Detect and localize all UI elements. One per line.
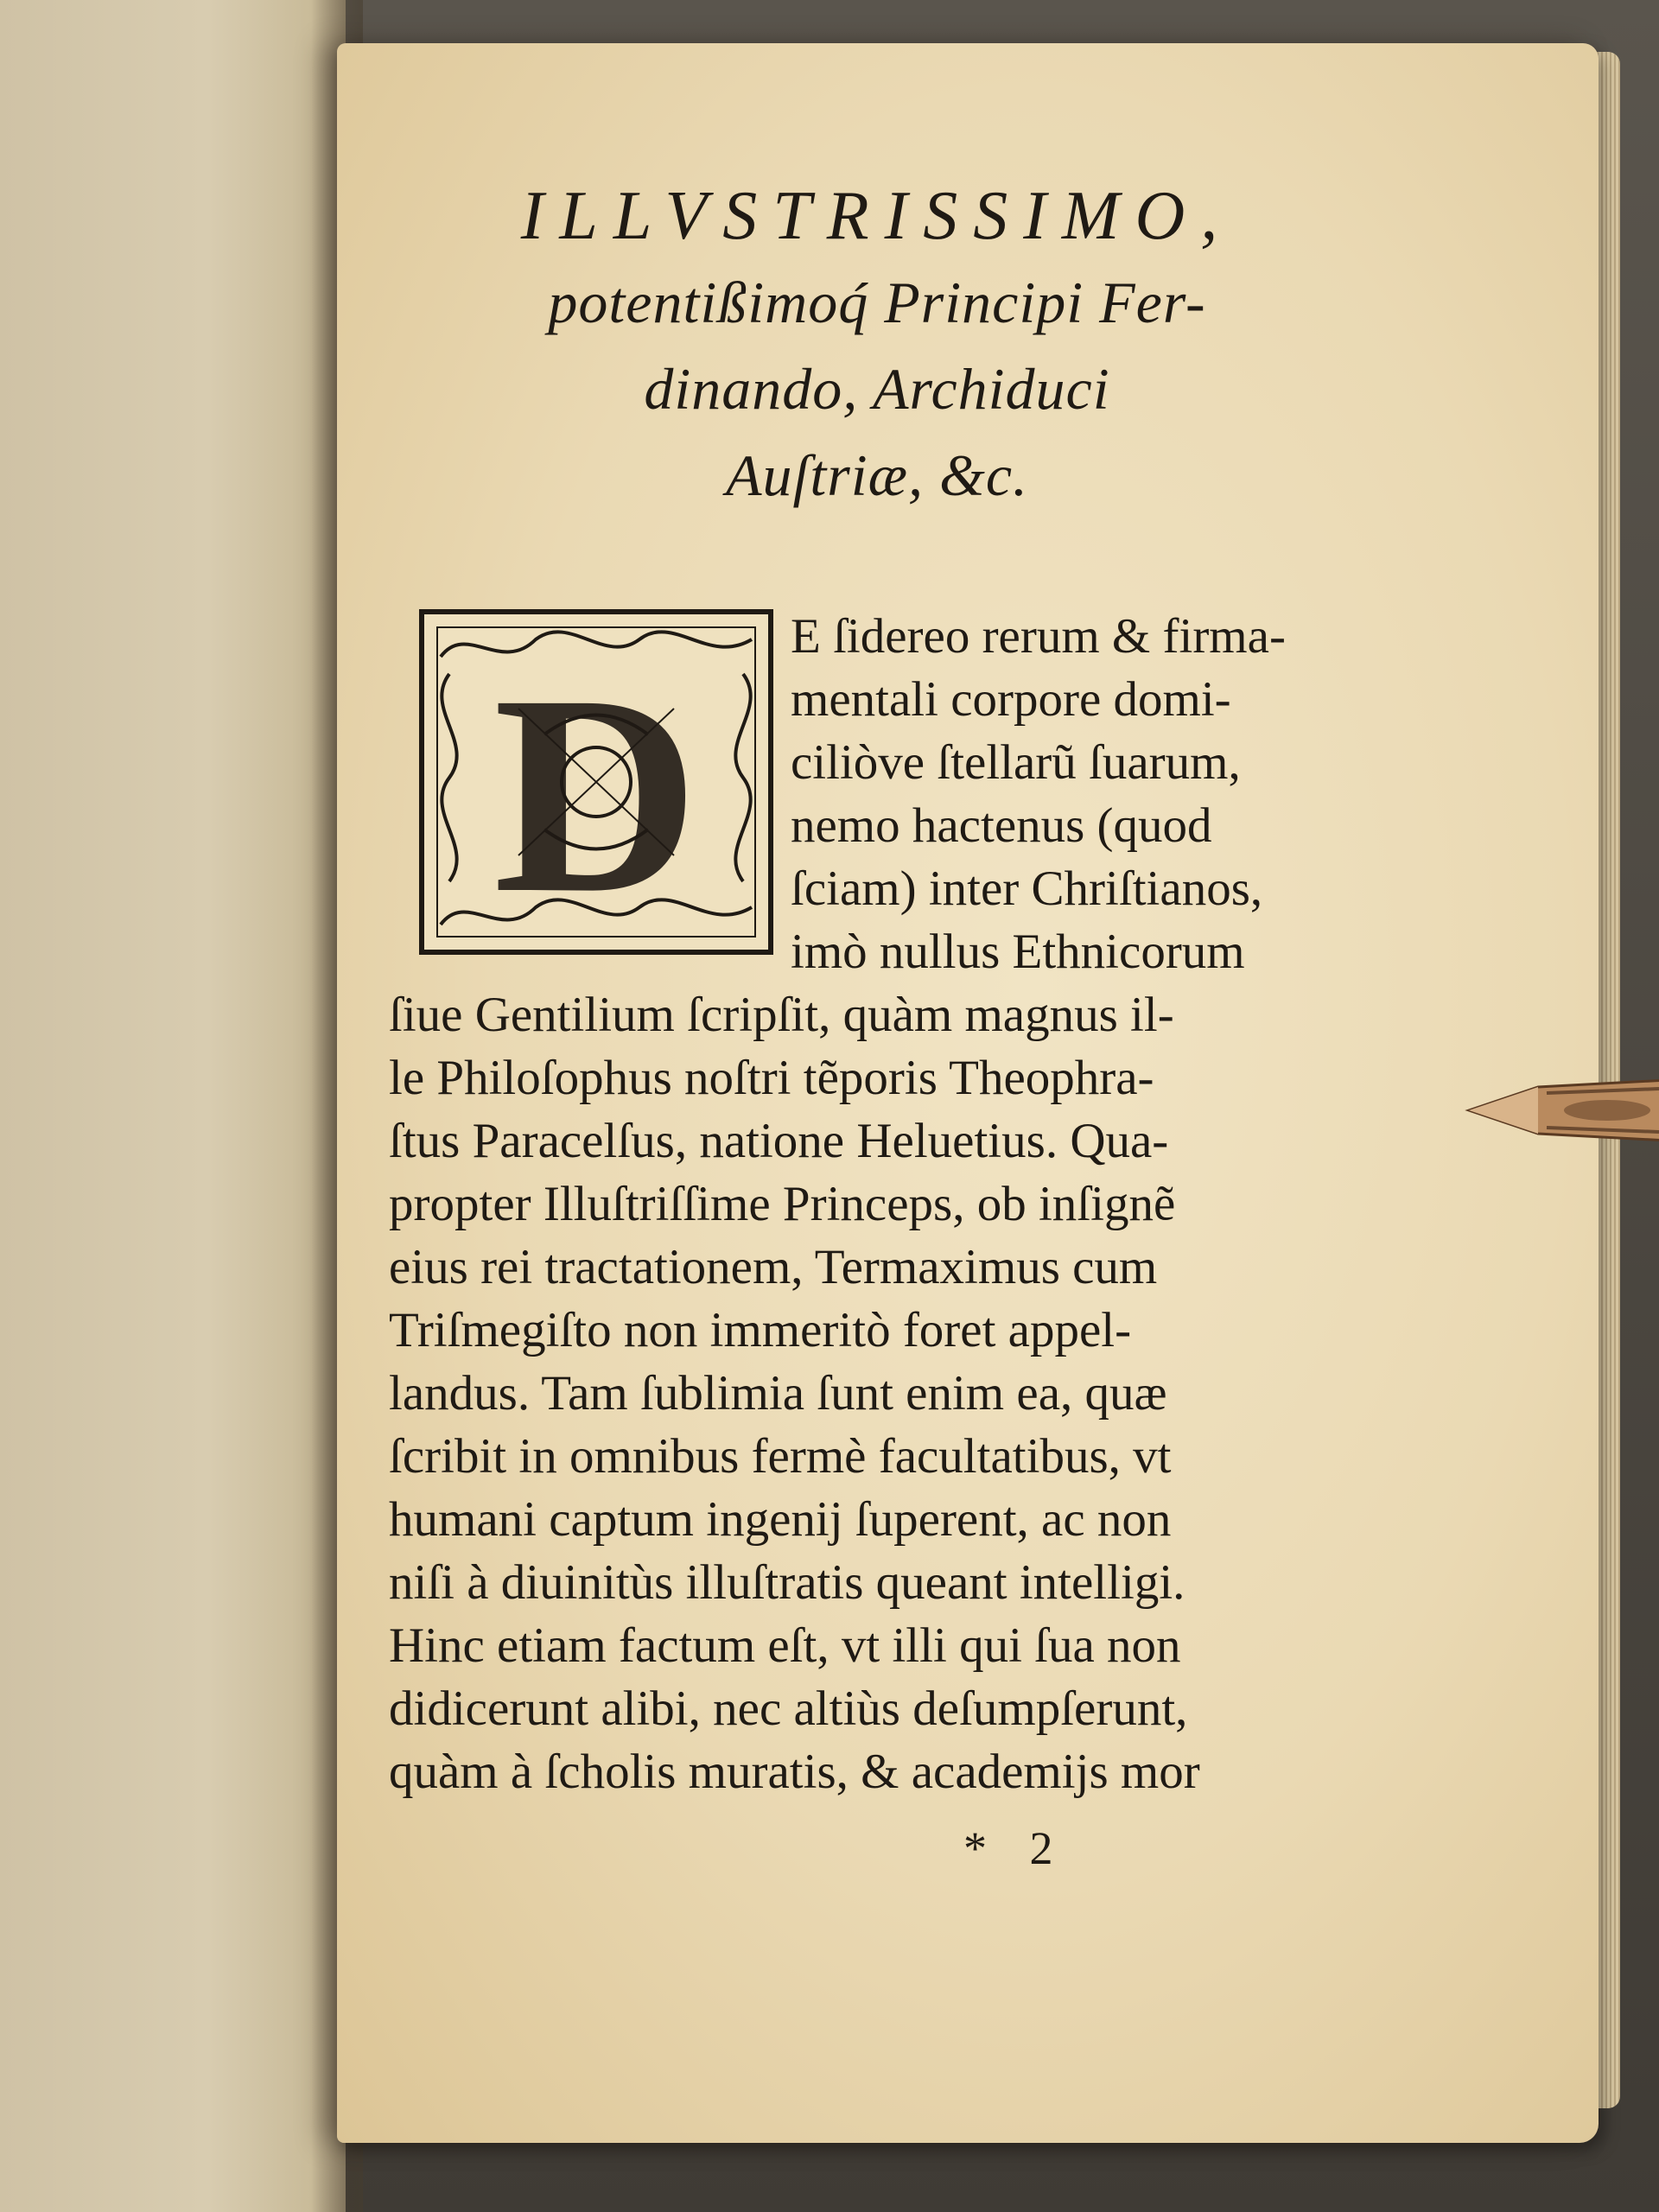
body-line: ſciam) inter Chriſtianos,	[791, 861, 1263, 916]
body-line: propter Illuſtriſſime Princeps, ob inſignẽ	[389, 1177, 1176, 1231]
body-line: ſtus Paracelſus, natione Heluetius. Qua-	[389, 1114, 1169, 1168]
heading-line-4: Auſtriæ, &c.	[725, 442, 1029, 508]
heading-line-2: potentißimoq́ Principi Fer-	[548, 270, 1206, 335]
body-line: ſcribit in omnibus fermè facultatibus, vt	[389, 1429, 1172, 1484]
body-line: ſiue Gentilium ſcripſit, quàm magnus il-	[389, 988, 1174, 1042]
signature-asterisk: *	[963, 1822, 987, 1874]
body-line: landus. Tam ſublimia ſunt enim ea, quæ	[389, 1366, 1167, 1421]
heading-line-3: dinando, Archiduci	[644, 356, 1110, 422]
page-text	[389, 173, 1365, 1874]
body-line: imò nullus Ethnicorum	[791, 925, 1245, 979]
drop-cap-letter: D	[493, 637, 700, 952]
page-signature-number: 2	[1029, 1822, 1053, 1874]
signature-mark	[963, 1821, 1053, 1875]
pen-tip-icon	[1460, 1071, 1659, 1149]
body-line: nemo hactenus (quod	[791, 798, 1212, 853]
body-line: humani captum ingenij ſuperent, ac non	[389, 1492, 1172, 1547]
body-line: E ſidereo rerum & firma-	[791, 609, 1286, 664]
body-line: didicerunt alibi, nec altiùs deſumpſerunt,	[389, 1681, 1188, 1736]
body-line: eius rei tractationem, Termaximus cum	[389, 1240, 1158, 1294]
body-line: niſi à diuinitùs illuſtratis queant intelligi.	[389, 1555, 1185, 1610]
body-line: Triſmegiſto non immeritò foret appel-	[389, 1303, 1132, 1357]
body-line: Hinc etiam factum eſt, vt illi qui ſua non	[389, 1618, 1181, 1673]
body-line: quàm à ſcholis muratis, & academijs mor	[389, 1745, 1200, 1799]
body-text	[389, 605, 1365, 1803]
body-line: ciliòve ſtellarũ ſuarum,	[791, 735, 1241, 790]
left-page	[0, 0, 346, 2212]
body-line: mentali corpore domi-	[791, 672, 1231, 727]
heading-line-1: ILLVSTRISSIMO,	[520, 178, 1234, 254]
body-line: le Philoſophus noſtri tẽporis Theophra-	[389, 1051, 1154, 1105]
